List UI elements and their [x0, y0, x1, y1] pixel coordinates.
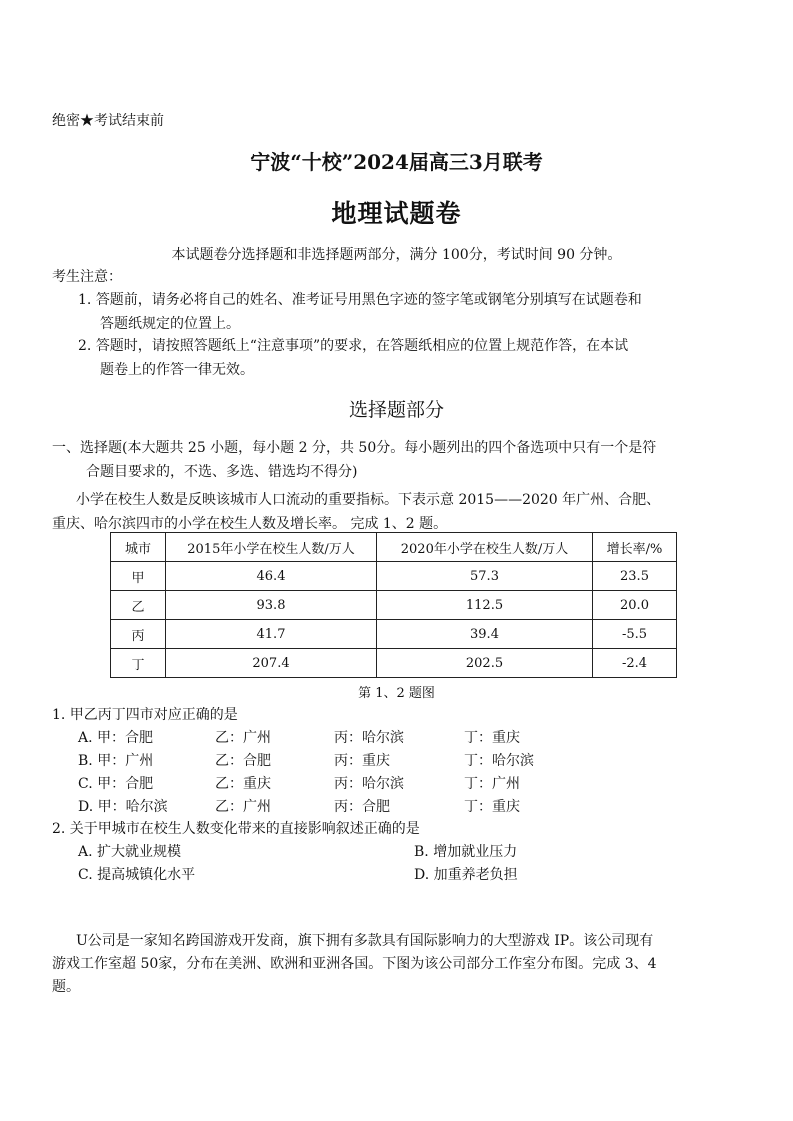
section-title: 选择题部分 — [348, 399, 444, 421]
option-text: B. 增加就业压力 — [414, 844, 518, 860]
table-cell: 202.5 — [377, 649, 593, 678]
option-text: A. 甲：合肥 — [78, 730, 154, 746]
subject-title: 地理试题卷 — [331, 199, 462, 228]
passage-2 — [52, 930, 657, 999]
question-2-option — [78, 864, 778, 886]
notice-text: 答题前，请务必将自己的姓名、准考证号用黑色字迹的签字笔或钢笔分别填写在试题卷和 — [95, 292, 642, 308]
question-1-stem: 1. 甲乙丙丁四市对应正确的是 — [52, 707, 238, 723]
notice-item — [78, 288, 642, 336]
passage-line: 游戏工作室超 50家，分布在美洲、欧洲和亚洲各国。下图为该公司部分工作室分布图。完成 3、4 — [52, 956, 657, 972]
exam-intro: 本试题卷分选择题和非选择题两部分，满分 100分，考试时间 90 分钟。 — [171, 247, 622, 263]
option-text: 丁：重庆 — [464, 730, 520, 746]
passage-line: U公司是一家知名跨国游戏开发商，旗下拥有多款具有国际影响力的大型游戏 IP。该公司现有 — [76, 933, 654, 949]
table-header-row — [111, 533, 677, 562]
table-cell: 丁 — [111, 649, 166, 678]
option-text: C. 提高城镇化水平 — [78, 867, 196, 883]
enrollment-table — [110, 532, 677, 678]
secret-label: 绝密★考试结束前 — [52, 113, 164, 129]
option-text: 丁：广州 — [464, 776, 520, 792]
option-text: A. 扩大就业规模 — [78, 844, 182, 860]
table-cell: 207.4 — [166, 649, 377, 678]
table-cell: 丙 — [111, 620, 166, 649]
table-cell: 甲 — [111, 562, 166, 591]
question-1-option — [78, 796, 778, 818]
option-text: 丙：重庆 — [334, 753, 390, 769]
table-caption: 第 1、2 题图 — [358, 686, 435, 701]
table-cell: 46.4 — [166, 562, 377, 591]
notice-item — [78, 334, 628, 382]
table-cell: -5.5 — [593, 620, 677, 649]
table-row — [111, 562, 677, 591]
table-row — [111, 649, 677, 678]
question-2-option — [78, 841, 778, 863]
table-cell: 93.8 — [166, 591, 377, 620]
table-row — [111, 591, 677, 620]
option-text: 乙：广州 — [215, 730, 271, 746]
notice-number: 2. — [78, 338, 92, 354]
notice-label: 考生注意： — [52, 269, 122, 285]
table-cell: 112.5 — [377, 591, 593, 620]
option-text: 丁：重庆 — [464, 799, 520, 815]
question-1-option — [78, 773, 778, 795]
option-text: C. 甲：合肥 — [78, 776, 154, 792]
table-header: 2015年小学在校生人数/万人 — [166, 533, 377, 562]
option-text: 丙：哈尔滨 — [334, 776, 404, 792]
table-header: 增长率/% — [593, 533, 677, 562]
notice-text: 答题纸规定的位置上。 — [100, 316, 240, 332]
table-cell: -2.4 — [593, 649, 677, 678]
table-cell: 20.0 — [593, 591, 677, 620]
passage-line: 小学在校生人数是反映该城市人口流动的重要指标。下表示意 2015——2020 年广州、合肥、 — [76, 492, 661, 508]
passage-1 — [52, 488, 660, 536]
table-row — [111, 620, 677, 649]
table-cell: 乙 — [111, 591, 166, 620]
exam-title: 宁波“十校”2024届高三3月联考 — [250, 150, 543, 174]
option-text: 乙：广州 — [215, 799, 271, 815]
question-2-stem: 2. 关于甲城市在校生人数变化带来的直接影响叙述正确的是 — [52, 821, 420, 837]
option-text: D. 加重养老负担 — [414, 867, 518, 883]
instruction-line: 合题目要求的，不选、多选、错选均不得分) — [86, 464, 358, 480]
notice-text: 题卷上的作答一律无效。 — [100, 362, 254, 378]
table-cell: 39.4 — [377, 620, 593, 649]
table-cell: 41.7 — [166, 620, 377, 649]
option-text: 乙：合肥 — [215, 753, 271, 769]
option-text: D. 甲：哈尔滨 — [78, 799, 168, 815]
instruction-line: 一、选择题(本大题共 25 小题，每小题 2 分，共 50分。每小题列出的四个备选项中只有一个是符 — [52, 440, 657, 456]
passage-line: 重庆、哈尔滨四市的小学在校生人数及增长率。 完成 1、2 题。 — [52, 516, 448, 532]
question-1-option — [78, 727, 778, 749]
option-text: 丙：合肥 — [334, 799, 390, 815]
option-text: 丁：哈尔滨 — [464, 753, 534, 769]
option-text: 丙：哈尔滨 — [334, 730, 404, 746]
passage-line: 题。 — [52, 979, 80, 995]
section-instruction — [52, 436, 656, 484]
table-header: 城市 — [111, 533, 166, 562]
notice-text: 答题时，请按照答题纸上“注意事项”的要求，在答题纸相应的位置上规范作答，在本试 — [95, 338, 629, 354]
question-1-option — [78, 750, 778, 772]
table-header: 2020年小学在校生人数/万人 — [377, 533, 593, 562]
table-cell: 57.3 — [377, 562, 593, 591]
table-cell: 23.5 — [593, 562, 677, 591]
notice-number: 1. — [78, 292, 92, 308]
option-text: 乙：重庆 — [215, 776, 271, 792]
option-text: B. 甲：广州 — [78, 753, 154, 769]
